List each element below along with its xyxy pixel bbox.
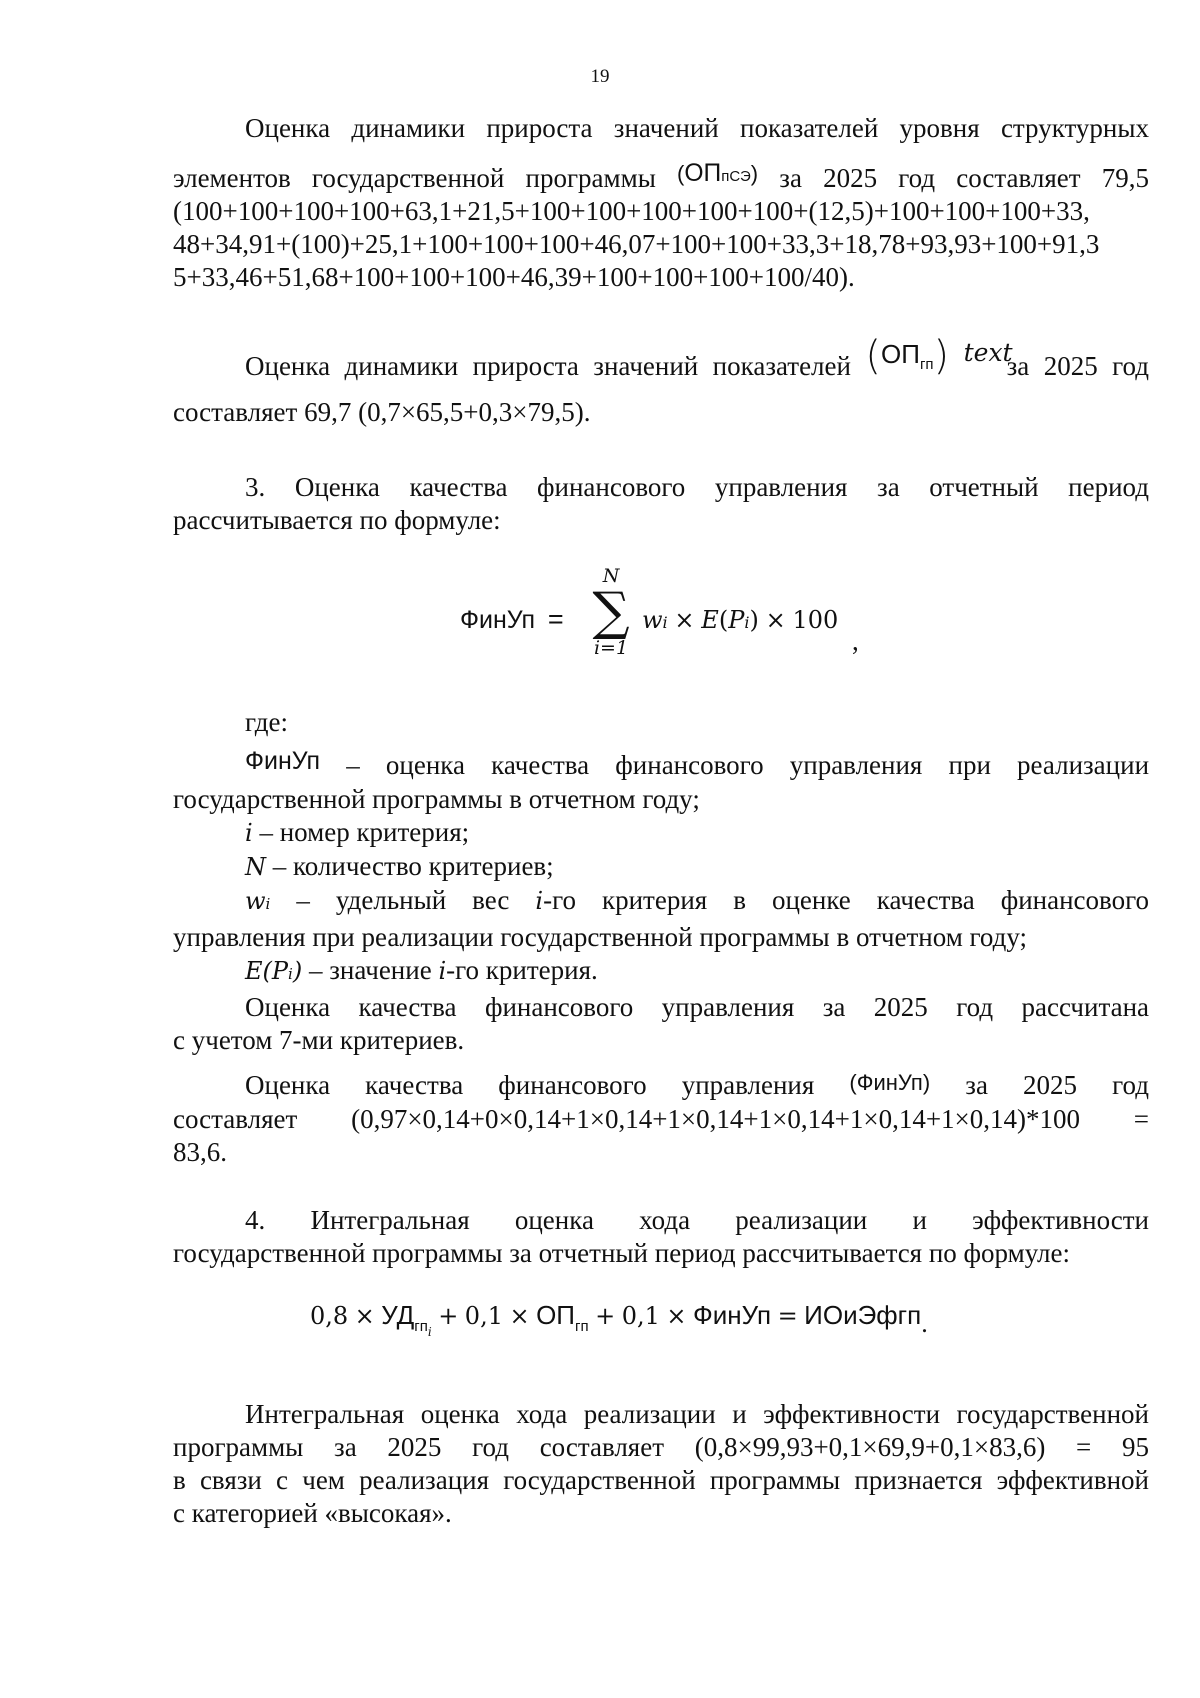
text-word: text	[963, 338, 1013, 367]
formula-finup: ФинУп = N ∑ i=1 wi × E(Pi) × 100 ,	[460, 565, 859, 659]
p7-line1: Интегральная оценка хода реализации и эффективности государственной	[245, 1399, 1149, 1429]
definitions	[173, 706, 1149, 1057]
p3-line1: 3. Оценка качества финансового управления за отчетный период	[245, 472, 1149, 502]
p1-line2: элементов государственной программы $^{(ОПпСЭ)}$ за 2025 год составляет 79,5	[173, 160, 1150, 193]
finup-symbol: (ФинУп)	[849, 1070, 931, 1095]
p4-line2: с учетом 7-ми критериев.	[173, 1025, 465, 1055]
p1-line3: (100+100+100+100+63,1+21,5+100+100+100+100+100+(12,5)+100+100+100+33,	[173, 196, 1090, 226]
paragraph-op-gp	[173, 332, 1150, 429]
p1-line4: 48+34,91+(100)+25,1+100+100+100+46,07+100+100+33,3+18,78+93,93+100+91,3	[173, 229, 1100, 259]
def-i: i – номер критерия;	[245, 817, 470, 847]
p2-line1: Оценка динамики прироста значений показателей $(ОП_{гп})$ textза 2025 год	[245, 332, 1150, 381]
p7-line2: программы за 2025 год составляет (0,8×99,93+0,1×69,9+0,1×83,6) = 95	[173, 1432, 1149, 1462]
where-label: где:	[245, 707, 288, 737]
p7-line3: в связи с чем реализация государственной программы признается эффективной	[173, 1465, 1149, 1495]
paragraph-integral-intro	[173, 1204, 1149, 1270]
sum-symbol: N ∑ i=1	[592, 565, 630, 659]
p6-line2: государственной программы за отчетный период рассчитывается по формуле:	[173, 1238, 1070, 1268]
paragraph-finup-result	[173, 1069, 1149, 1169]
paragraph-op-pse	[173, 112, 1149, 294]
def-w-cont: управления при реализации государственной программы в отчетном году;	[173, 922, 1028, 952]
p4-line1: Оценка качества финансового управления за 2025 год рассчитана	[245, 992, 1149, 1022]
p5-line3: 83,6.	[173, 1137, 227, 1167]
page-number: 19	[590, 66, 610, 87]
paragraph-integral-result	[173, 1398, 1149, 1530]
p1-line1: Оценка динамики прироста значений показателей уровня структурных	[245, 113, 1149, 143]
op-gp-symbol: $(ОП_{гп})$	[865, 332, 950, 379]
def-e: E(Pi) – значение i-го критерия.	[245, 955, 598, 985]
paragraph-finup-intro	[173, 471, 1149, 537]
p5-line2: составляет (0,97×0,14+0×0,14+1×0,14+1×0,14+1×0,14+1×0,14+1×0,14)*100 =	[173, 1104, 1149, 1134]
p3-line2: рассчитывается по формуле:	[173, 505, 501, 535]
p7-line4: с категорией «высокая».	[173, 1498, 452, 1528]
def-w: wi – удельный вес i-го критерия в оценке качества финансового	[245, 885, 1150, 915]
def-finup: ФинУп – оценка качества финансового управления при реализации	[245, 747, 1150, 780]
p1-line5: 5+33,46+51,68+100+100+100+46,39+100+100+100+100/40).	[173, 262, 855, 292]
op-pse-symbol: (ОПпСЭ)	[677, 160, 759, 187]
def-n: N – количество критериев;	[245, 851, 554, 881]
p2-line2: составляет 69,7 (0,7×65,5+0,3×79,5).	[173, 397, 591, 427]
p5-line1: Оценка качества финансового управления (ФинУп) за 2025 год	[245, 1070, 1150, 1100]
def-finup-cont: государственной программы в отчетном году;	[173, 784, 700, 814]
formula-integral: $0,8 \times УД_{гпi} + 0,1 \times ОП_{гп} + 0,1$ × ФинУп = ИОиЭфгп.	[310, 1300, 928, 1339]
p6-line1: 4. Интегральная оценка хода реализации и эффективности	[245, 1205, 1149, 1235]
